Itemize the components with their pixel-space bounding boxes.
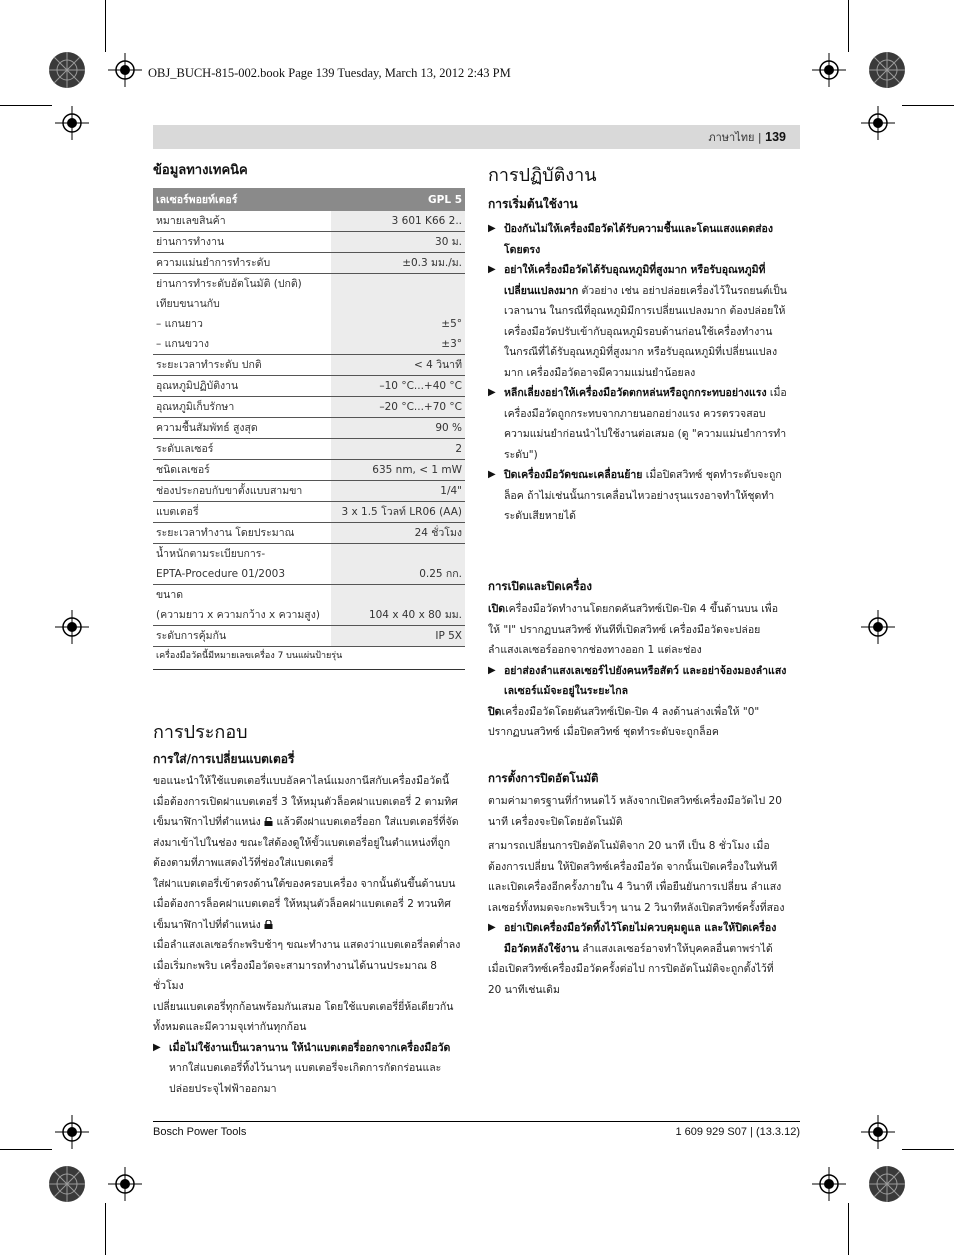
spec-value: 3 601 K66 2.. [331,211,465,232]
spec-value: 30 ม. [331,232,465,253]
spec-value [331,274,465,295]
bullet-item: ▶ หลีกเลี่ยงอย่าให้เครื่องมือวัดตกหล่นหรือถูกกระทบอย่างแรง เมื่อเครื่องมือวัดถูกกระทบจากภายนอกอย่างแรง ควรตรวจสอบความแม่นยำก่อนนำไปใช้งานต่อเสมอ (ดู "ความแม่นยำการทำระดับ") [488,383,788,465]
spec-row [153,418,465,439]
spec-row [153,274,465,295]
spec-row [153,481,465,502]
registration-mark-icon [861,610,895,644]
onoff-body [488,599,788,743]
operation-heading: การปฏิบัติงาน [488,165,597,186]
battery-subheading: การใส่/การเปลี่ยนแบตเตอรี่ [153,752,295,766]
registration-mark-icon [108,1167,142,1201]
auto-off-paragraph: สามารถเปลี่ยนการปิดอัตโนมัติจาก 20 นาที เป็น 8 ชั่วโมง เมื่อต้องการเปลี่ยน ให้ปิดสวิทซ์เครื่องมือวัด จากนั้นเปิดเครื่องในทันทีและเปิดเครื่องอีกครั้งภายใน 4 วินาที เพื่อยืนยันการเปลี่ยน ลำแสงเลเซอร์ทั้งหมดจะกะพริบเร็วๆ นาน 2 วินาทีหลังเปิดสวิทซ์ครั้งที่สอง [488,840,785,914]
spec-row [153,585,465,606]
spec-value: < 4 วินาที [331,355,465,376]
footer-rule [153,1121,800,1122]
bullet-item: ▶ อย่าส่องลำแสงเลเซอร์ไปยังคนหรือสัตว์ และอย่าจ้องมองลำแสงเลเซอร์แม้จะอยู่ในระยะไกล [488,661,788,702]
assembly-body [153,771,465,1099]
registration-mark-icon [55,106,89,140]
spec-value [331,294,465,314]
spec-value: ±3° [331,334,465,355]
spec-row [153,397,465,418]
footer-doc-number: 1 609 929 S07 | (13.3.12) [675,1126,800,1138]
spec-note-row [153,647,465,670]
spec-row [153,334,465,355]
on-paragraph: เปิดเครื่องมือวัดทำงานโดยกดคันสวิทซ์เปิด-ปิด 4 ขึ้นด้านบน เพื่อให้ "I" ปรากฏบนสวิทซ์ ทันทีที่เปิดสวิทซ์ เครื่องมือวัดจะปล่อยลำแสงเลเซอร์ออกจากช่องทางออก 1 แต่ละช่อง [488,603,779,656]
spec-label: อุณหภูมิปฏิบัติงาน [153,376,331,397]
spec-row [153,605,465,626]
spec-row [153,355,465,376]
registration-mark-icon [55,610,89,644]
spec-label: อุณหภูมิเก็บรักษา [153,397,331,418]
spec-label: ความชื้นสัมพัทธ์ สูงสุด [153,418,331,439]
spec-label: เทียบขนานกับ [156,298,220,310]
page-header-text [708,125,800,149]
bullet-item: ▶ อย่าให้เครื่องมือวัดได้รับอุณหภูมิที่สูงมาก หรือรับอุณหภูมิที่เปลี่ยนแปลงมาก ตัวอย่าง เช่น อย่าปล่อยเครื่องไว้ในรถยนต์เป็นเวลานาน ในกรณีที่อุณหภูมิมีการเปลี่ยนแปลงมาก ต้องปล่อยให้เครื่องมือวัดปรับเข้ากับอุณหภูมิรอบด้านก่อนใช้เครื่องทำงาน ในกรณีที่ได้รับอุณหภูมิที่สูงมาก หรือรับอุณหภูมิที่เปลี่ยนแปลงมาก เครื่องมือวัดอาจมีความแม่นยำน้อยลง [488,260,788,383]
spec-row [153,294,465,314]
auto-off-paragraph: เมื่อเปิดสวิทซ์เครื่องมือวัดครั้งต่อไป การปิดอัตโนมัติจะถูกตั้งไว้ที่ 20 นาทีเช่นเดิม [488,963,774,996]
assembly-warning-bullet: ▶ เมื่อไม่ใช้งานเป็นเวลานาน ให้นำแบตเตอรี่ออกจากเครื่องมือวัด หากใส่แบตเตอรี่ทิ้งไว้นานๆ แบตเตอรี่จะเกิดการกัดกร่อนและปล่อยประจุไฟฟ้าออกมา [153,1038,465,1100]
spec-label: แบตเตอรี่ [153,502,331,523]
color-target-icon [48,1165,86,1203]
registration-mark-icon [108,53,142,87]
auto-off-heading: การตั้งการปิดอัตโนมัติ [488,771,599,785]
spec-row [153,211,465,232]
spec-row [153,523,465,544]
spec-label: ความแม่นยำการทำระดับ [153,253,331,274]
start-bullets [488,219,788,527]
spec-value [331,585,465,606]
assembly-paragraph: เปลี่ยนแบตเตอรี่ทุกก้อนพร้อมกันเสมอ โดยใช้แบตเตอรี่ยี่ห้อเดียวกันทั้งหมดและมีความจุเท่ากันทุกก้อน [153,1000,454,1033]
spec-label: – แกนขวาง [153,334,331,355]
spec-label: – แกนยาว [156,318,203,330]
spec-value: IP 5X [331,626,465,647]
spec-value: 2 [331,439,465,460]
spec-value: –20 °C...+70 °C [331,397,465,418]
assembly-paragraph: เมื่อลำแสงเลเซอร์กะพริบช้าๆ ขณะทำงาน แสดงว่าแบตเตอรี่ลดต่ำลง เมื่อเริ่มกะพริบ เครื่องมือวัดจะสามารถทำงานได้นานประมาณ 8 ชั่วโมง [153,939,461,992]
tech-data-heading: ข้อมูลทางเทคนิค [153,163,248,178]
footer-brand: Bosch Power Tools [153,1126,247,1138]
spec-row [153,439,465,460]
spec-value: ±5° [331,314,465,334]
spec-label: น้ำหนักตามระเบียบการ- [156,548,266,560]
onoff-heading: การเปิดและปิดเครื่อง [488,579,593,593]
color-target-icon [48,51,86,89]
spec-label: ระดับการคุ้มกัน [153,626,331,647]
spec-row [153,502,465,523]
spec-label: ระยะเวลาทำระดับ ปกติ [153,355,331,376]
auto-off-body [488,791,788,1000]
spec-header-value: GPL 5 [331,188,465,211]
lock-icon [264,920,273,929]
assembly-paragraph: ขอแนะนำให้ใช้แบตเตอรี่แบบอัลคาไลน์แมงกานีสกับเครื่องมือวัดนี้ [153,775,450,787]
spec-row [153,253,465,274]
color-target-icon [868,51,906,89]
start-heading: การเริ่มต้นใช้งาน [488,197,578,211]
spec-row [153,376,465,397]
spec-value: 635 nm, < 1 mW [331,460,465,481]
auto-off-paragraph: ตามค่ามาตรฐานที่กำหนดไว้ หลังจากเปิดสวิทซ์เครื่องมือวัดไป 20 นาที เครื่องจะปิดโดยอัตโนมัติ [488,795,782,828]
spec-label: ระดับเลเซอร์ [153,439,331,460]
print-slug: OBJ_BUCH-815-002.book Page 139 Tuesday, March 13, 2012 2:43 PM [148,66,511,80]
spec-value: 3 x 1.5 โวลท์ LR06 (AA) [331,502,465,523]
registration-mark-icon [55,1115,89,1149]
assembly-paragraph: ใส่ฝาแบตเตอรี่เข้าตรงด้านใต้ของครอบเครื่อง จากนั้นดันขึ้นด้านบน เมื่อต้องการล็อคฝาแบตเตอรี่ ให้หมุนตัวล็อคฝาแบตเตอรี่ 2 ทวนทิศเข็มนาฬิกาไปที่ตำแหน่ง [153,877,456,931]
spec-label: EPTA-Procedure 01/2003 [153,564,331,585]
off-paragraph: ปิดเครื่องมือวัดโดยดันสวิทซ์เปิด-ปิด 4 ลงด้านล่างเพื่อให้ "0" ปรากฏบนสวิทซ์ เมื่อปิดสวิทซ์ ชุดทำระดับจะถูกล็อค [488,705,760,738]
registration-mark-icon [861,1115,895,1149]
spec-value: ±0.3 มม./ม. [331,253,465,274]
spec-value: 24 ชั่วโมง [331,523,465,544]
spec-row [153,314,465,334]
spec-value: –10 °C...+40 °C [331,376,465,397]
spec-label: ขนาด [156,589,184,601]
spec-row [153,232,465,253]
spec-value: 104 x 40 x 80 มม. [331,605,465,626]
spec-label: ย่านการทำระดับอัตโนมัติ (ปกติ) [156,278,302,290]
registration-mark-icon [812,53,846,87]
spec-value: 0.25 กก. [331,564,465,585]
header-separator: | [757,131,762,144]
assembly-paragraph: เมื่อต้องการเปิดฝาแบตเตอรี่ 3 ให้หมุนตัวล็อคฝาแบตเตอรี่ 2 ตามทิศเข็มนาฬิกาไปที่ตำแหน่ง แล้วดึงฝาแบตเตอรี่ออก ใส่แบตเตอรี่ที่จัดส่งมาเข้าไปในช่อง ขณะใส่ต้องดูให้ขั้วแบตเตอรี่อยู่ในตำแหน่งที่ถูกต้องตามที่ภาพแสดงไว้ที่ช่องใส่แบตเตอรี่ [153,795,459,869]
spec-label: หมายเลขสินค้า [153,211,331,232]
registration-mark-icon [812,1167,846,1201]
spec-note: เครื่องมือวัดนี้มีหมายเลขเครื่อง 7 บนแผ่นป้ายรุ่น [153,647,465,670]
header-language: ภาษาไทย [708,131,755,144]
spec-row [153,544,465,565]
assembly-heading: การประกอบ [153,722,248,743]
spec-value: 1/4" [331,481,465,502]
spec-row [153,460,465,481]
spec-label: ย่านการทำงาน [153,232,331,253]
spec-table-header [153,188,465,211]
bullet-item: ▶ ปิดเครื่องมือวัดขณะเคลื่อนย้าย เมื่อปิดสวิทซ์ ชุดทำระดับจะถูกล็อค ถ้าไม่เช่นนั้นการเคลื่อนไหวอย่างรุนแรงอาจทำให้ชุดทำระดับเสียหายได้ [488,465,788,527]
spec-table [153,188,465,670]
bullet-item: ▶ อย่าเปิดเครื่องมือวัดทิ้งไว้โดยไม่ควบคุมดูแล และให้ปิดเครื่องมือวัดหลังใช้งาน ลำแสงเลเซอร์อาจทำให้บุคคลอื่นตาพร่าได้ [488,918,788,959]
spec-label: ระยะเวลาทำงาน โดยประมาณ [153,523,331,544]
spec-label: ชนิดเลเซอร์ [153,460,331,481]
color-target-icon [868,1165,906,1203]
bullet-item: ▶ ป้องกันไม่ให้เครื่องมือวัดได้รับความชื้นและโดนแสงแดดส่องโดยตรง [488,219,788,260]
spec-row [153,564,465,585]
registration-mark-icon [861,106,895,140]
spec-label: ช่องประกอบกับขาตั้งแบบสามขา [153,481,331,502]
spec-label: (ความยาว x ความกว้าง x ความสูง) [153,605,331,626]
spec-row [153,626,465,647]
spec-value [331,544,465,565]
spec-value: 90 % [331,418,465,439]
spec-header-label: เลเซอร์พอยท์เตอร์ [153,188,331,211]
page-number: 139 [765,130,786,144]
unlock-icon [264,817,273,826]
page-header [153,125,800,149]
